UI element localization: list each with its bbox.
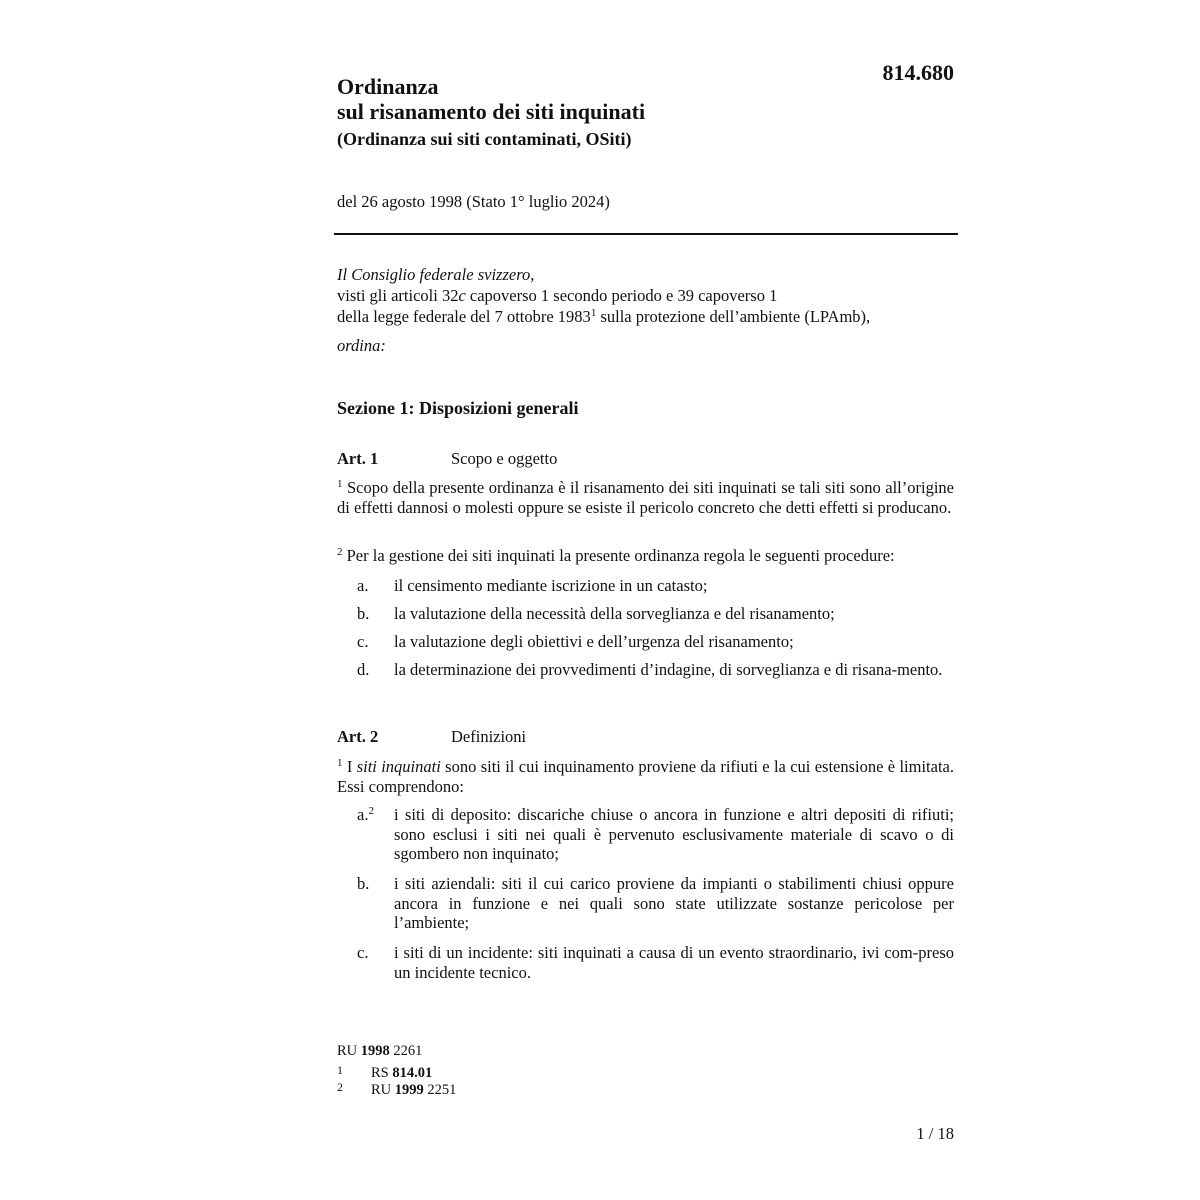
date-line: del 26 agosto 1998 (Stato 1° luglio 2024) (337, 192, 610, 211)
page-number: 1 / 18 (916, 1124, 954, 1143)
art-1-item-c: c. la valutazione degli obiettivi e dell’urgenza del risanamento; (357, 632, 794, 651)
footnote-ref-1[interactable]: 1 (590, 307, 597, 319)
preamble-ordina: ordina: (337, 336, 386, 355)
art-2-item-a: a.$^2$ i siti di deposito: discariche chiuse o ancora in funzione e altri depositi di rifiuti; sono esclusi i siti nei quali è pervenuto esclusivamente materiale di scavo o di sgombero non inquinato; (357, 805, 954, 863)
art-1-number: Art. 1 (337, 449, 379, 468)
header-divider (334, 233, 958, 235)
art-1-item-a: a. il censimento mediante iscrizione in un catasto; (357, 576, 708, 595)
art-2-number: Art. 2 (337, 727, 379, 746)
title-line-2: sul risanamento dei siti inquinati (337, 99, 646, 124)
footnote-ref-2[interactable]: 2 (368, 805, 374, 817)
preamble (337, 264, 957, 356)
sr-number: 814.680 (882, 60, 954, 85)
footnote-1: 1 RS 814.01 (337, 1063, 433, 1081)
section-1-title: Sezione 1: Disposizioni generali (337, 398, 579, 418)
art-2-title: Definizioni (451, 727, 527, 746)
art-1-heading (337, 449, 957, 469)
art-2-item-b: b. i siti aziendali: siti il cui carico proviene da impianti o stabilimenti chiusi oppure ancora in funzione e nei quali sono state utilizzate sostanze pericolose per l’ambiente; (357, 874, 954, 932)
preamble-line-2: della legge federale del 7 ottobre 1983$^1$ sulla protezione dell’ambiente (LPAmb), (337, 307, 871, 326)
art-1-item-d: d. la determinazione dei provvedimenti d’indagine, di sorveglianza e di risana-mento. (357, 660, 943, 679)
document-subtitle: (Ordinanza sui siti contaminati, OSiti) (337, 129, 632, 149)
art-1-item-b: b. la valutazione della necessità della sorveglianza e del risanamento; (357, 604, 835, 623)
preamble-authority: Il Consiglio federale svizzero, (337, 265, 535, 284)
art-2-heading (337, 727, 957, 747)
title-line-1: Ordinanza (337, 74, 439, 99)
art-1-paragraph-2: $^2$ Per la gestione dei siti inquinati la presente ordinanza regola le seguenti procedure: (337, 546, 895, 565)
art-2-paragraph-1: $^1$ I siti inquinati sono siti il cui inquinamento proviene da rifiuti e la cui estensione è limitata. Essi comprendono: (337, 757, 954, 796)
art-1-paragraph-1: $^1$ Scopo della presente ordinanza è il risanamento dei siti inquinati se tali siti sono all’origine di effetti dannosi o molesti oppure se esiste il pericolo concreto che detti effetti si producano. (337, 478, 954, 517)
preamble-line-1: visti gli articoli 32c capoverso 1 secondo periodo e 39 capoverso 1 (337, 286, 778, 305)
art-1-title: Scopo e oggetto (451, 449, 558, 468)
footnote-2: 2 RU 1999 2251 (337, 1080, 457, 1098)
ru-reference: RU 1998 2261 (337, 1043, 423, 1059)
art-2-item-c: c. i siti di un incidente: siti inquinati a causa di un evento straordinario, ivi com-preso un incidente tecnico. (357, 943, 954, 982)
document-title (337, 74, 645, 154)
